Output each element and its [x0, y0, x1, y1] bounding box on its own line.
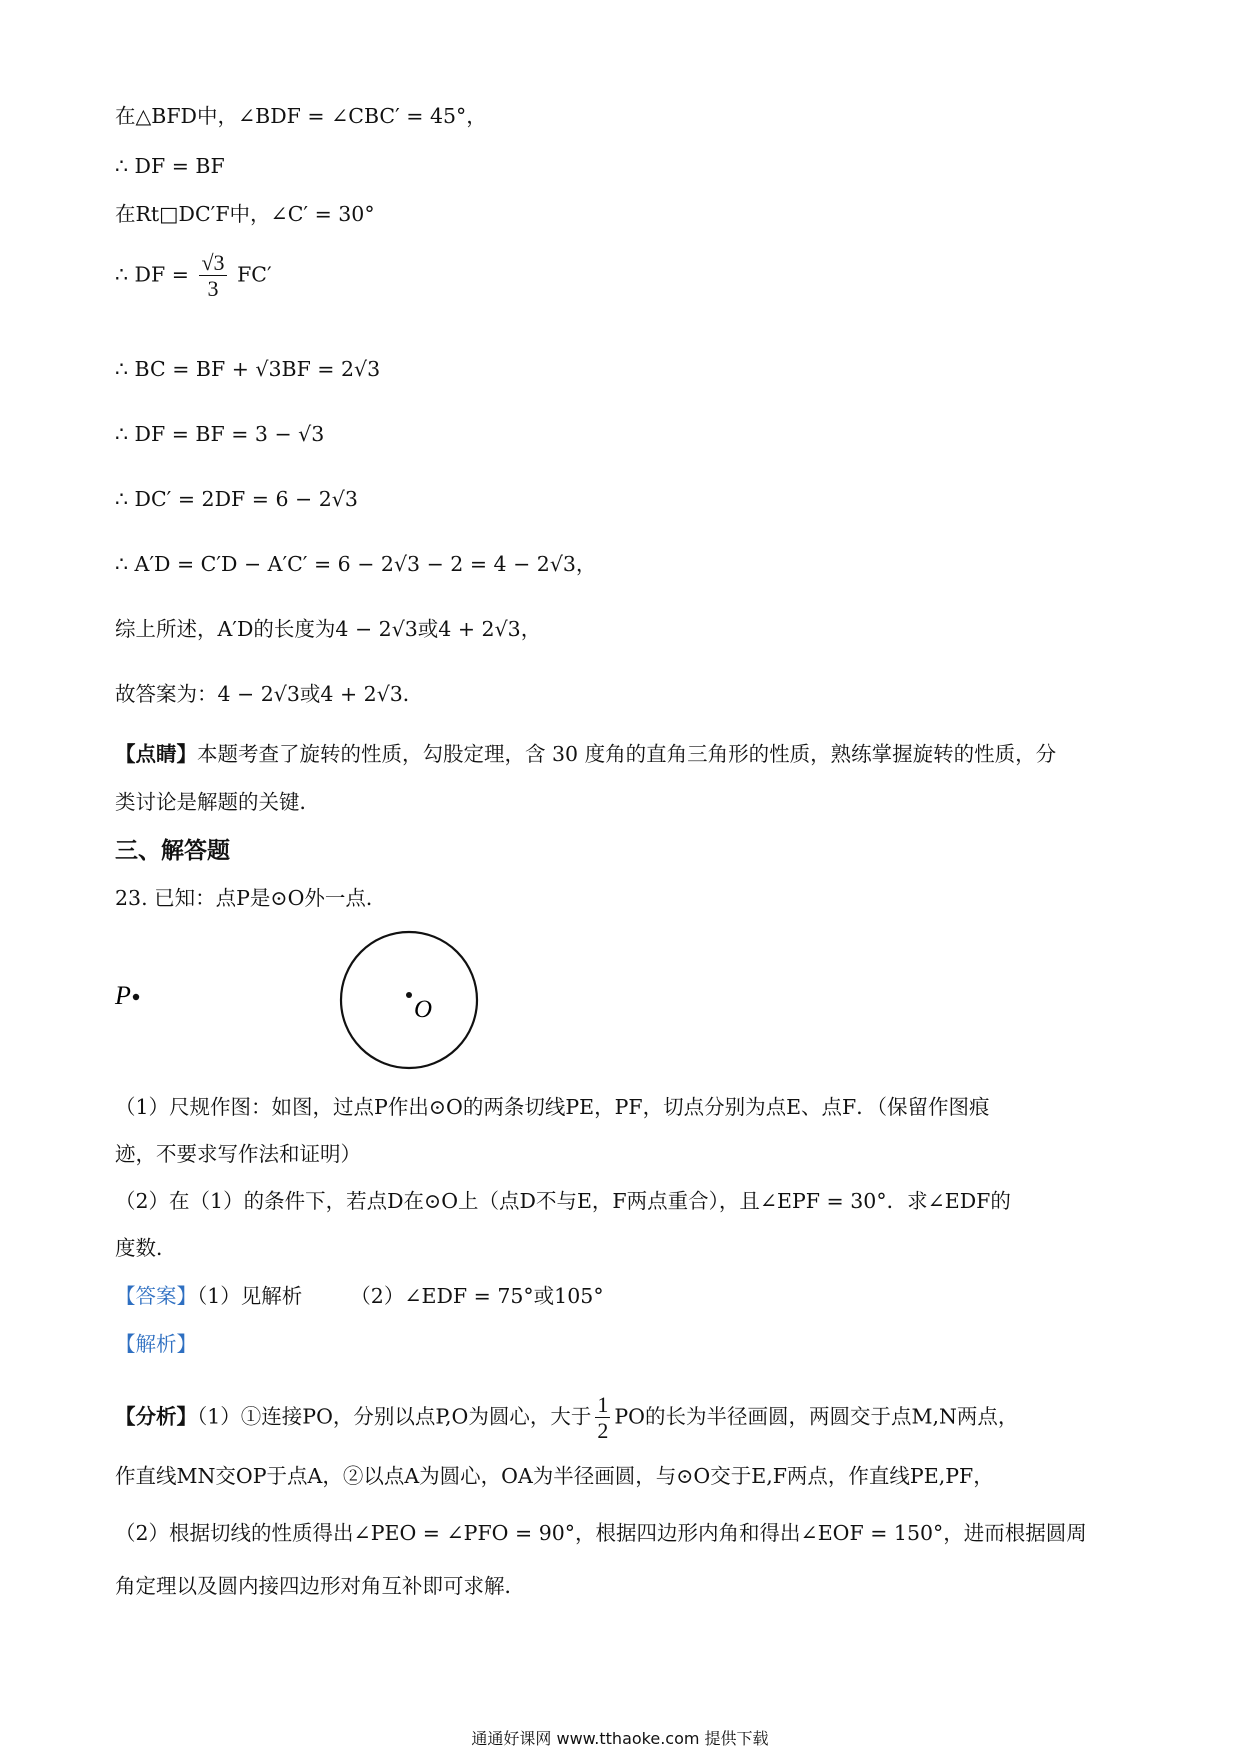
analysis-line-3: （2）根据切线的性质得出∠PEO = ∠PFO = 90°，根据四边形内角和得出∠EOF = 150°，进而根据圆周	[115, 1521, 1087, 1545]
formula-prefix: ∴ DF =	[115, 262, 189, 287]
circle-o	[341, 932, 477, 1068]
part-2-line-1: （2）在（1）的条件下，若点D在⊙O上（点D不与E，F两点重合），且∠EPF = 30°．求∠EDF的	[115, 1189, 1011, 1213]
page-footer: 通通好课网 www.tthaoke.com 提供下载	[471, 1729, 769, 1748]
analysis-line-2: 作直线MN交OP于点A，②以点A为圆心，OA为半径画圆，与⊙O交于E,F两点，作直线PE,PF，	[115, 1464, 994, 1488]
fraction	[199, 250, 226, 302]
text-line-4	[115, 250, 272, 302]
half-fraction	[595, 1392, 610, 1444]
part-2-line-2: 度数．	[115, 1236, 177, 1260]
formula-suffix: FC′	[237, 262, 272, 287]
question-stem: 23. 已知：点P是⊙O外一点．	[115, 886, 387, 910]
point-p	[133, 994, 139, 1000]
part-1-line-1: （1）尺规作图：如图，过点P作出⊙O的两条切线PE，PF，切点分别为点E、点F．（保留作图痕	[115, 1095, 990, 1119]
answer-tag: 【答案】	[115, 1284, 197, 1308]
text-line-5: ∴ BC = BF + √3BF = 2√3	[115, 357, 381, 381]
half-denominator: 2	[597, 1418, 609, 1444]
circle-figure	[105, 925, 505, 1095]
text-line-1: 在△BFD中，∠BDF = ∠CBC′ = 45°，	[115, 104, 487, 128]
center-o-label: O	[414, 996, 433, 1023]
part-1-line-2: 迹，不要求写作法和证明）	[115, 1142, 361, 1166]
center-o	[406, 992, 412, 998]
text-line-12: 类讨论是解题的关键．	[115, 790, 320, 814]
text-line-10: 故答案为：4 − 2√3或4 + 2√3．	[115, 682, 424, 706]
text-line-6: ∴ DF = BF = 3 − √3	[115, 422, 325, 446]
analysis-line-1	[115, 1392, 1018, 1444]
half-numerator: 1	[597, 1392, 609, 1417]
section-heading: 三、解答题	[115, 838, 230, 864]
fraction-numerator: √3	[201, 250, 225, 275]
analysis-text-1b: PO的长为半径画圆，两圆交于点M,N两点，	[614, 1404, 1019, 1429]
analysis-line-4: 角定理以及圆内接四边形对角互补即可求解．	[115, 1574, 525, 1598]
answer-line	[115, 1284, 604, 1309]
answer-part-1: （1）见解析	[197, 1284, 303, 1308]
text-line-8: ∴ A′D = C′D − A′C′ = 6 − 2√3 − 2 = 4 − 2√3，	[115, 552, 597, 576]
dianjing-text: 本题考查了旋转的性质，勾股定理，含 30 度角的直角三角形的性质，熟练掌握旋转的性质，分	[197, 742, 1057, 766]
fenxi-tag: 【分析】	[115, 1404, 197, 1429]
text-line-7: ∴ DC′ = 2DF = 6 − 2√3	[115, 487, 358, 511]
analysis-tag: 【解析】	[115, 1332, 197, 1356]
point-p-label: P	[115, 981, 131, 1010]
answer-part-2: （2）∠EDF = 75°或105°	[350, 1284, 604, 1308]
fraction-denominator: 3	[207, 276, 219, 302]
analysis-text-1a: （1）①连接PO，分别以点P,O为圆心，大于	[197, 1404, 592, 1429]
text-line-2: ∴ DF = BF	[115, 154, 225, 178]
dianjing-tag: 【点睛】	[115, 742, 197, 766]
text-line-11	[115, 742, 1056, 767]
text-line-9: 综上所述，A′D的长度为4 − 2√3或4 + 2√3，	[115, 617, 542, 641]
text-line-3: 在Rt□DC′F中，∠C′ = 30°	[115, 202, 375, 226]
